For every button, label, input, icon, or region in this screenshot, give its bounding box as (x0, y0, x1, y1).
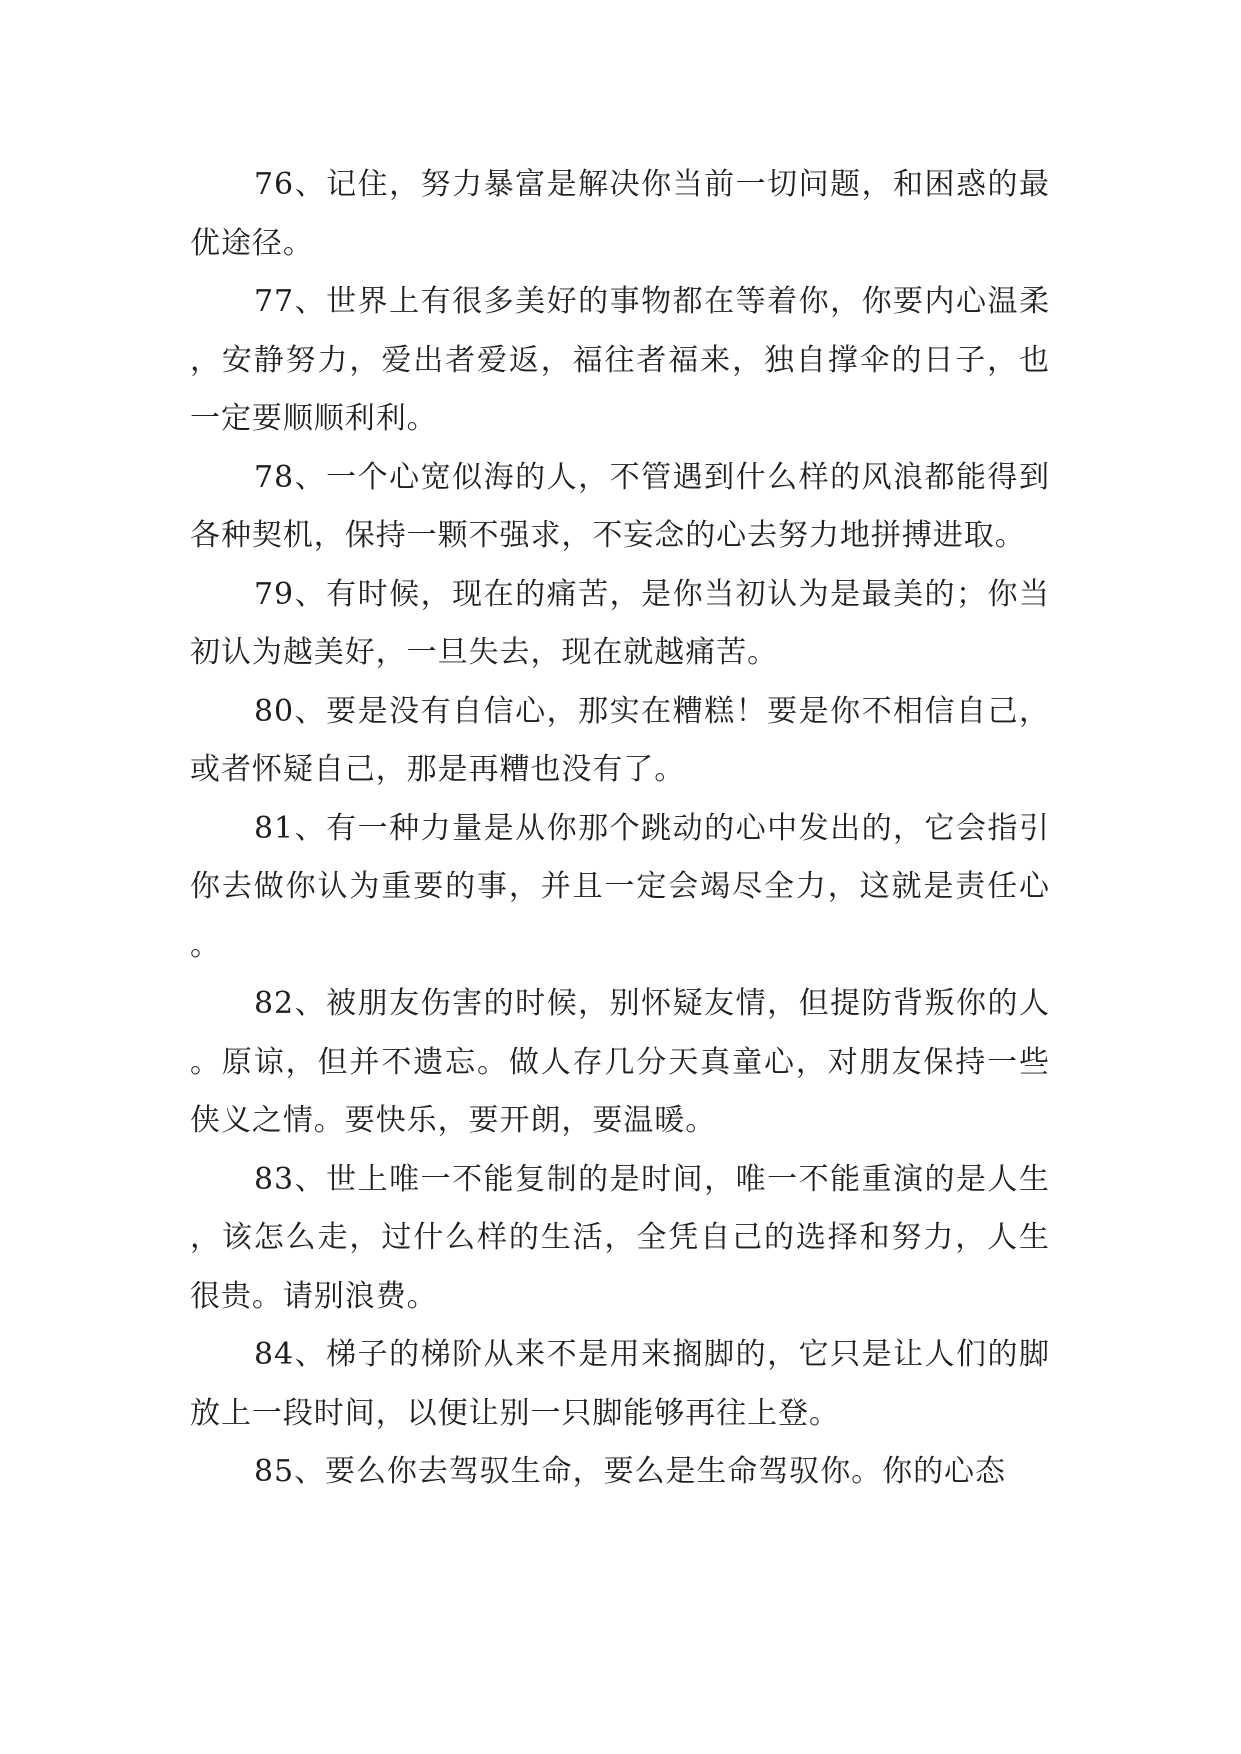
paragraph-81: 81、有一种力量是从你那个跳动的心中发出的，它会指引你去做你认为重要的事，并且一定会竭尽全力，这就是责任心。 (190, 810, 1050, 963)
paragraph-82: 82、被朋友伤害的时候，别怀疑友情，但提防背叛你的人。原谅，但并不遗忘。做人存几分天真童心，对朋友保持一些侠义之情。要快乐，要开朗，要温暖。 (190, 986, 1050, 1138)
paragraph-77: 77、世界上有很多美好的事物都在等着你，你要内心温柔，安静努力，爱出者爱返，福往者福来，独自撑伞的日子，也一定要顺顺利利。 (190, 284, 1050, 436)
paragraph-80: 80、要是没有自信心，那实在糟糕！要是你不相信自己，或者怀疑自己，那是再糟也没有了。 (190, 693, 1050, 787)
paragraph-84: 84、梯子的梯阶从来不是用来搁脚的，它只是让人们的脚放上一段时间，以便让别一只脚能够再往上登。 (190, 1337, 1050, 1431)
paragraph-78: 78、一个心宽似海的人，不管遇到什么样的风浪都能得到各种契机，保持一颗不强求，不妄念的心去努力地拼搏进取。 (190, 459, 1050, 553)
paragraph-83: 83、世上唯一不能复制的是时间，唯一不能重演的是人生，该怎么走，过什么样的生活，全凭自己的选择和努力，人生很贵。请别浪费。 (190, 1161, 1050, 1314)
paragraph-79: 79、有时候，现在的痛苦，是你当初认为是最美的；你当初认为越美好，一旦失去，现在就越痛苦。 (190, 576, 1050, 670)
document-body (190, 156, 1050, 1502)
paragraph-76: 76、记住，努力暴富是解决你当前一切问题，和困惑的最优途径。 (190, 167, 1050, 261)
paragraph-85: 85、要么你去驾驭生命，要么是生命驾驭你。你的心态 (254, 1454, 1006, 1489)
